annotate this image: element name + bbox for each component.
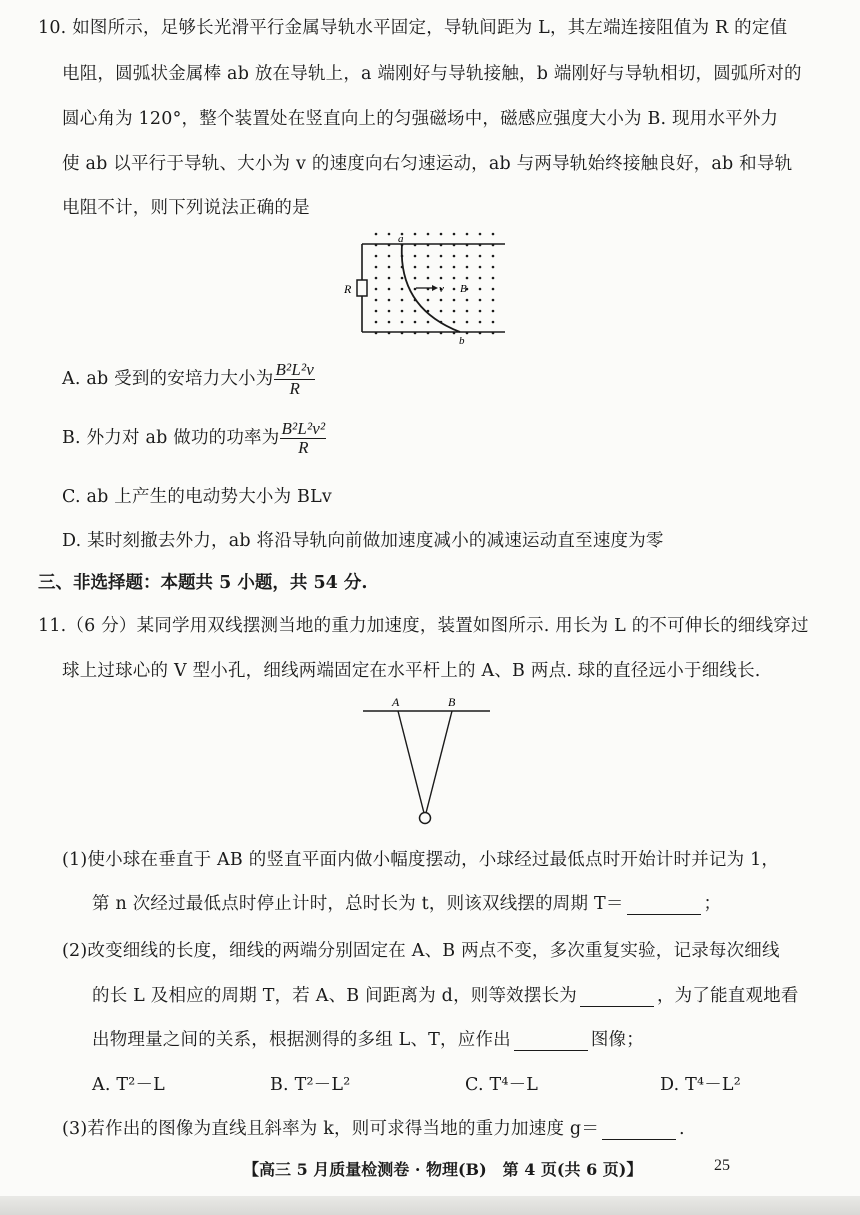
q11-line-2: 球上过球心的 V 型小孔，细线两端固定在水平杆上的 A、B 两点. 球的直径远小于细线长. — [62, 661, 761, 681]
q10-line-1: 10. 如图所示，足够长光滑平行金属导轨水平固定，导轨间距为 L，其左端连接阻值为 R 的定值 — [38, 18, 788, 38]
q11-part1-line-2: 第 n 次经过最低点时停止计时，总时长为 t，则该双线摆的周期 T＝ ； — [92, 894, 722, 914]
field-dot — [375, 233, 378, 236]
field-dot — [479, 266, 482, 269]
field-dot — [466, 310, 469, 313]
field-dot — [492, 266, 495, 269]
answer-blank-length[interactable] — [580, 990, 654, 1007]
field-dot — [414, 310, 417, 313]
field-dot — [427, 233, 430, 236]
label-B: B — [448, 695, 456, 709]
label-b: b — [459, 335, 465, 347]
field-dot — [414, 321, 417, 324]
field-dot — [401, 321, 404, 324]
field-dot — [375, 310, 378, 313]
field-dot — [440, 310, 443, 313]
q11-part2-line-1: (2)改变细线的长度，细线的两端分别固定在 A、B 两点不变，多次重复实验，记录每次细线 — [62, 941, 780, 961]
q10-option-b: B. 外力对 ab 做功的功率为 $\frac{\text{B²L²v²}}{R}$ — [62, 419, 326, 457]
field-dot — [414, 266, 417, 269]
field-dot — [388, 321, 391, 324]
resistor-label: R — [344, 282, 352, 296]
field-dot — [466, 277, 469, 280]
page-footer: 【高三 5 月质量检测卷 · 物理(B) 第 4 页(共 6 页)】 — [243, 1160, 643, 1179]
field-dot — [375, 266, 378, 269]
field-dot — [453, 310, 456, 313]
field-dot — [453, 266, 456, 269]
label-v: v — [439, 283, 444, 295]
rail-magnetic-field-figure — [340, 230, 520, 350]
choice-c: C. T⁴－L — [465, 1075, 539, 1095]
field-dot — [492, 288, 495, 291]
velocity-arrow-head — [432, 285, 438, 291]
field-dot — [492, 321, 495, 324]
page-number: 25 — [714, 1157, 730, 1174]
field-dot — [492, 310, 495, 313]
q10-option-c: C. ab 上产生的电动势大小为 BLv — [62, 487, 333, 507]
q10-option-d: D. 某时刻撤去外力，ab 将沿导轨向前做加速度减小的减速运动直至速度为零 — [62, 531, 664, 551]
field-dot — [427, 277, 430, 280]
field-dot — [479, 310, 482, 313]
field-dot — [388, 310, 391, 313]
field-dot — [388, 233, 391, 236]
q11-line-1: 11.（6 分）某同学用双线摆测当地的重力加速度，装置如图所示. 用长为 L 的不可伸长的细线穿过 — [38, 616, 809, 636]
field-dot — [440, 299, 443, 302]
field-dot — [401, 299, 404, 302]
field-dot — [375, 255, 378, 258]
field-dot — [479, 288, 482, 291]
choice-d: D. T⁴－L² — [660, 1075, 741, 1095]
field-dot — [466, 321, 469, 324]
field-dot — [388, 277, 391, 280]
field-dot — [453, 321, 456, 324]
field-dot — [375, 288, 378, 291]
field-dot — [492, 299, 495, 302]
field-dot — [414, 255, 417, 258]
q10-line-3: 圆心角为 120°，整个装置处在竖直向上的匀强磁场中，磁感应强度大小为 B. 现用水平外力 — [62, 109, 779, 129]
field-dot — [401, 310, 404, 313]
label-a: a — [398, 233, 404, 245]
field-dot — [466, 266, 469, 269]
field-dot — [466, 233, 469, 236]
field-dot — [440, 277, 443, 280]
field-dot — [440, 266, 443, 269]
field-dot — [401, 288, 404, 291]
q10-line-5: 电阻不计，则下列说法正确的是 — [62, 198, 310, 218]
field-dot — [375, 299, 378, 302]
field-dot — [453, 233, 456, 236]
field-dot — [427, 266, 430, 269]
field-dot — [440, 255, 443, 258]
q11-part2-line-3: 出物理量之间的关系，根据测得的多组 L、T，应作出 图像； — [92, 1030, 644, 1050]
resistor — [357, 280, 367, 296]
field-dot — [466, 299, 469, 302]
q11-part3: (3)若作出的图像为直线且斜率为 k，则可求得当地的重力加速度 g＝ . — [62, 1119, 685, 1139]
q10-line-2: 电阻，圆弧状金属棒 ab 放在导轨上，a 端刚好与导轨接触，b 端刚好与导轨相切，圆弧所对的 — [62, 64, 802, 84]
field-dot — [375, 321, 378, 324]
field-dot — [492, 233, 495, 236]
field-dot — [453, 255, 456, 258]
field-dot — [414, 233, 417, 236]
answer-blank-graph[interactable] — [514, 1034, 588, 1051]
q10-option-a: A. ab 受到的安培力大小为 $\frac{\text{B²L²v}}{R}$ — [62, 360, 315, 398]
field-dot — [492, 255, 495, 258]
q11-part2-line-2: 的长 L 及相应的周期 T，若 A、B 间距离为 d，则等效摆长为 ，为了能直观地看 — [92, 986, 799, 1006]
field-dot — [414, 277, 417, 280]
answer-blank-gravity[interactable] — [602, 1123, 676, 1140]
field-dot — [427, 299, 430, 302]
choice-b: B. T²－L² — [270, 1075, 351, 1095]
field-dot — [388, 299, 391, 302]
field-dot — [479, 255, 482, 258]
field-dot — [453, 288, 456, 291]
field-dot — [479, 321, 482, 324]
field-dot — [479, 233, 482, 236]
field-dot — [479, 277, 482, 280]
field-dot — [453, 299, 456, 302]
scan-edge — [0, 1196, 860, 1215]
answer-blank-period[interactable] — [627, 898, 701, 915]
field-dot — [401, 277, 404, 280]
string-a — [398, 711, 424, 813]
field-dot — [427, 321, 430, 324]
q10-line-4: 使 ab 以平行于导轨、大小为 v 的速度向右匀速运动，ab 与两导轨始终接触良好，ab 和导轨 — [62, 154, 793, 174]
label-B-field: B — [460, 283, 467, 295]
q11-part1-line-1: (1)使小球在垂直于 AB 的竖直平面内做小幅度摆动，小球经过最低点时开始计时并记为 1， — [62, 850, 780, 870]
string-b — [426, 711, 452, 813]
label-A: A — [392, 695, 400, 709]
choice-a: A. T²－L — [92, 1075, 165, 1095]
field-dot — [375, 277, 378, 280]
pendulum-ball — [420, 813, 431, 824]
field-dot — [414, 288, 417, 291]
field-dot — [492, 277, 495, 280]
field-dot — [466, 255, 469, 258]
field-dot — [440, 233, 443, 236]
field-dot — [388, 288, 391, 291]
field-dot — [479, 299, 482, 302]
double-pendulum-figure — [360, 692, 495, 827]
field-dot — [427, 255, 430, 258]
field-dot — [388, 266, 391, 269]
field-dot — [388, 255, 391, 258]
section-3-heading: 三、非选择题：本题共 5 小题，共 54 分. — [38, 573, 368, 593]
field-dot — [453, 277, 456, 280]
